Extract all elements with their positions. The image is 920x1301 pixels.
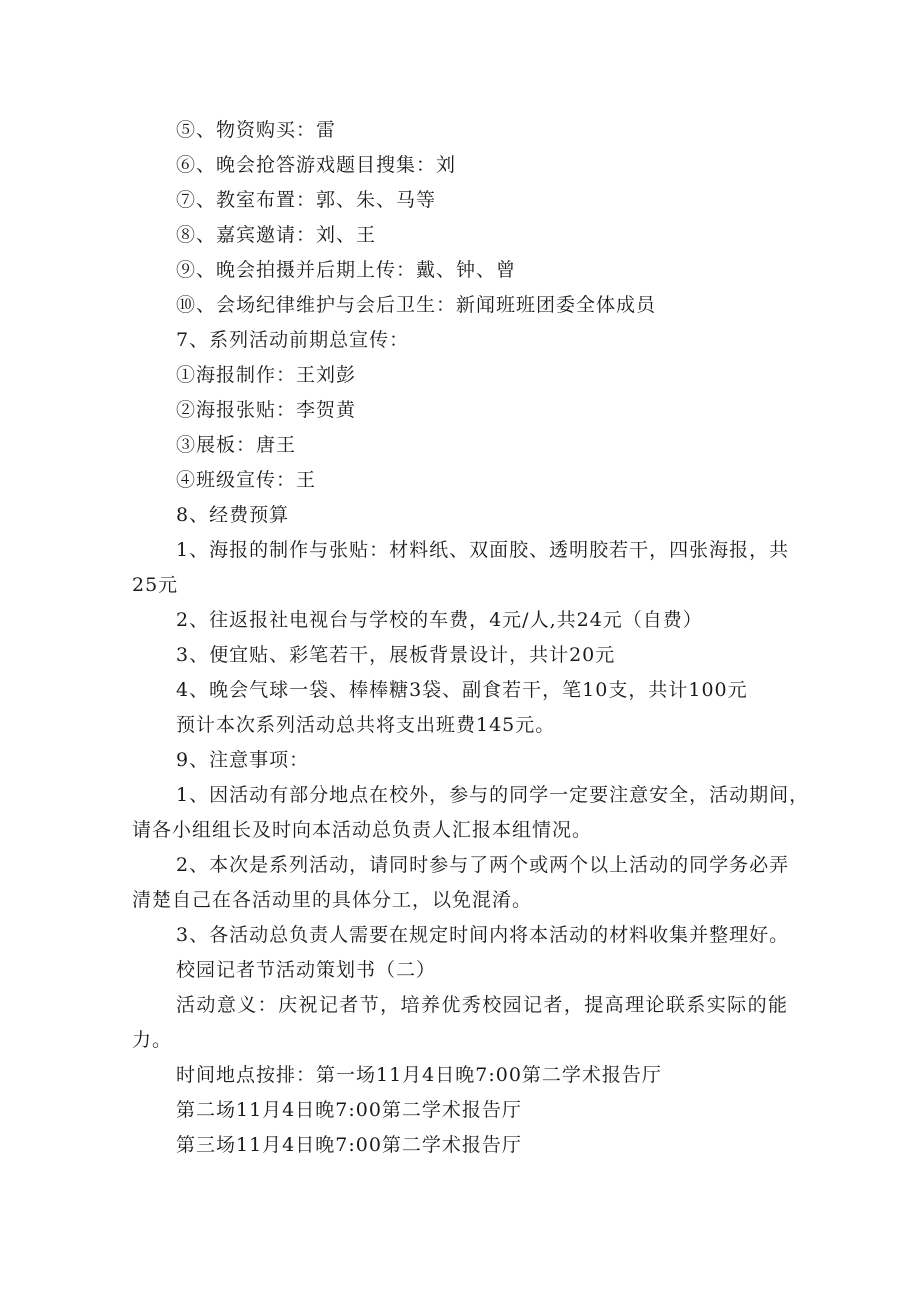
section-heading: 9、注意事项：	[176, 749, 310, 771]
text-line: ①海报制作：王刘彭	[176, 364, 357, 386]
text-line: 3、便宜贴、彩笔若干，展板背景设计，共计20元	[176, 644, 616, 666]
text-line: ⑩、会场纪律维护与会后卫生：新闻班班团委全体成员	[176, 294, 657, 316]
text-line: ⑧、嘉宾邀请：刘、王	[176, 224, 377, 246]
text-line: 第二场11月4日晚7:00第二学术报告厅	[176, 1099, 522, 1121]
text-line: ⑨、晚会拍摄并后期上传：戴、钟、曾	[176, 259, 517, 281]
text-line: 活动意义：庆祝记者节，培养优秀校园记者，提高理论联系实际的能	[176, 994, 788, 1016]
text-line: 时间地点按排：第一场11月4日晚7:00第二学术报告厅	[176, 1064, 662, 1086]
text-line: 第三场11月4日晚7:00第二学术报告厅	[176, 1134, 522, 1156]
document-subtitle: 校园记者节活动策划书（二）	[176, 959, 437, 981]
text-line: 预计本次系列活动总共将支出班费145元。	[176, 714, 556, 736]
text-line: ⑥、晚会抢答游戏题目搜集：刘	[176, 154, 457, 176]
text-line-continuation: 请各小组组长及时向本活动总负责人汇报本组情况。	[132, 819, 593, 841]
text-line: ⑦、教室布置：郭、朱、马等	[176, 189, 437, 211]
text-line: ④班级宣传：王	[176, 469, 317, 491]
text-line-continuation: 清楚自己在各活动里的具体分工，以免混淆。	[132, 889, 533, 911]
text-line: 2、本次是系列活动，请同时参与了两个或两个以上活动的同学务必弄	[176, 854, 790, 876]
text-line: 2、往返报社电视台与学校的车费，4元/人,共24元（自费）	[176, 609, 703, 631]
text-line: 1、海报的制作与张贴：材料纸、双面胶、透明胶若干，四张海报，共	[176, 539, 790, 561]
section-heading: 7、系列活动前期总宣传：	[176, 329, 410, 351]
text-line-continuation: 25元	[132, 574, 179, 596]
section-heading: 8、经费预算	[176, 504, 290, 526]
text-line-continuation: 力。	[132, 1029, 173, 1051]
text-line: 4、晚会气球一袋、棒棒糖3袋、副食若干，笔10支，共计100元	[176, 679, 748, 701]
text-line: ⑤、物资购买：雷	[176, 119, 337, 141]
text-line: 1、因活动有部分地点在校外，参与的同学一定要注意安全，活动期间，	[176, 784, 810, 806]
text-line: ③展板：唐王	[176, 434, 297, 456]
text-line: 3、各活动总负责人需要在规定时间内将本活动的材料收集并整理好。	[176, 924, 790, 946]
text-line: ②海报张贴：李贺黄	[176, 399, 357, 421]
